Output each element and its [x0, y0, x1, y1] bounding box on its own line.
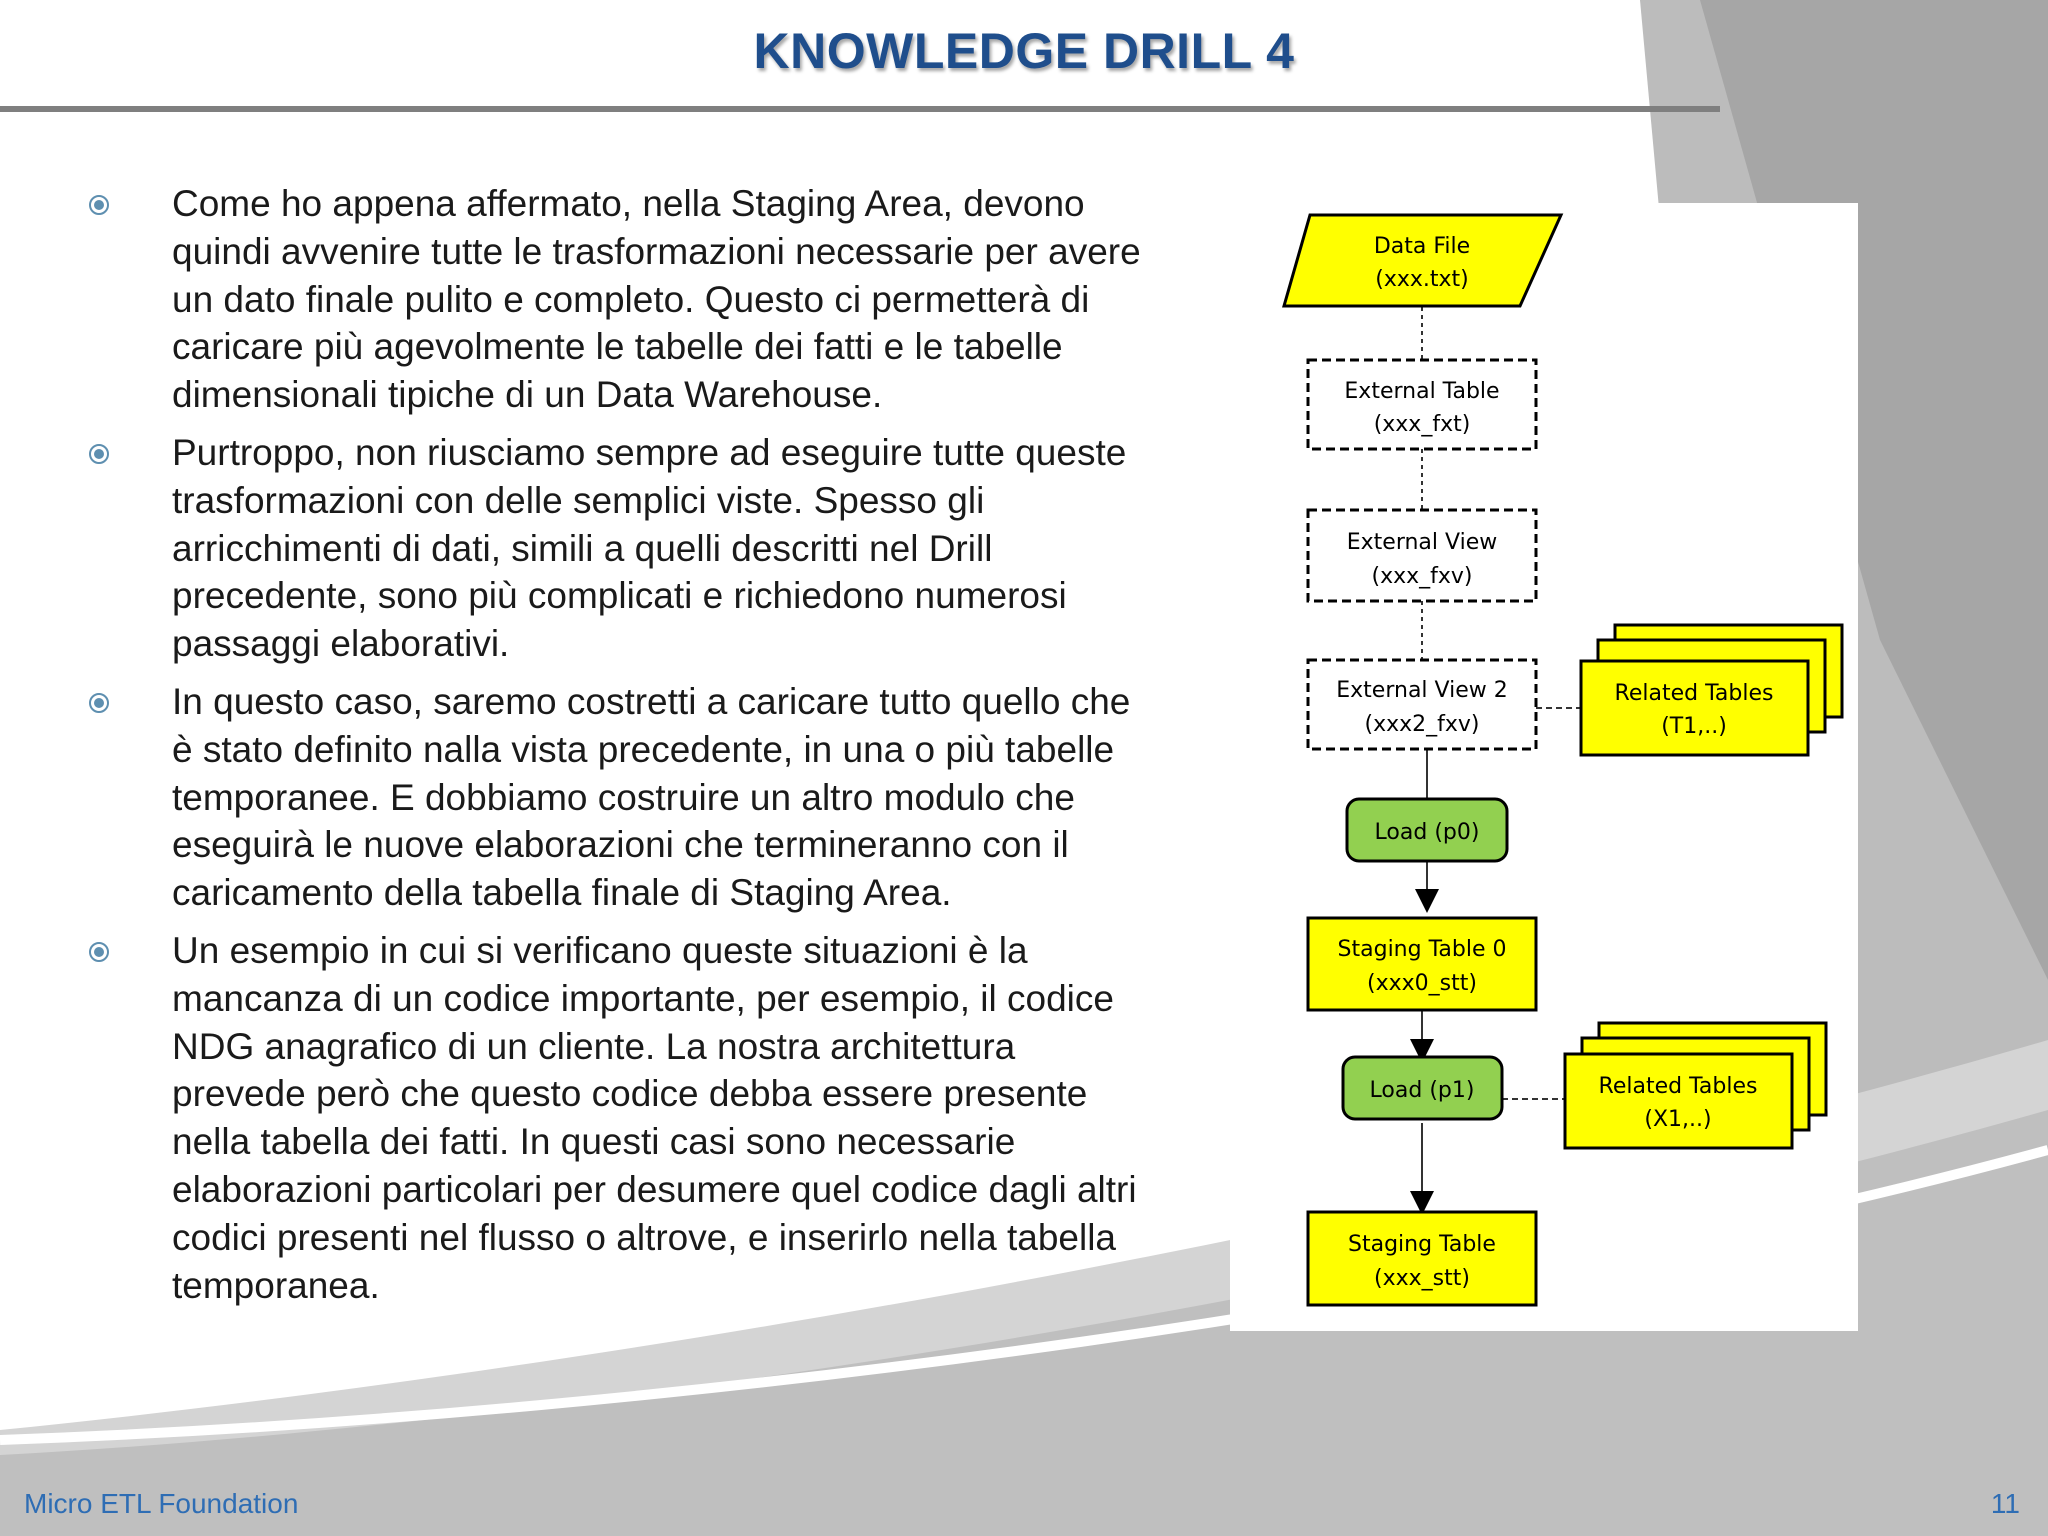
bullet-text: Purtroppo, non riusciamo sempre ad eseguire tutte queste trasformazioni con delle semplici viste. Spesso gli arricchimenti di dati, simili a quelli descritti nel Drill precedente, sono più complicati e richiedono numerosi passaggi elaborativi.	[172, 431, 1127, 665]
staging-table-0-sublabel: (xxx0_stt)	[1367, 971, 1477, 996]
load-p1-label: Load (p1)	[1369, 1078, 1475, 1103]
circle-bullet-icon	[88, 443, 110, 465]
bullet-item	[80, 429, 1150, 668]
external-table-node	[1308, 360, 1536, 449]
load-p0-label: Load (p0)	[1374, 820, 1480, 845]
external-view-2-node	[1308, 660, 1536, 749]
related-tables-x1-label: Related Tables	[1598, 1074, 1758, 1099]
load-p1-node	[1343, 1057, 1502, 1119]
staging-table-sublabel: (xxx_stt)	[1374, 1266, 1470, 1291]
external-table-sublabel: (xxx_fxt)	[1373, 412, 1471, 437]
bullet-text: Come ho appena affermato, nella Staging Area, devono quindi avvenire tutte le trasformazioni necessarie per avere un dato finale pulito e completo. Questo ci permetterà di caricare più agevolmente le tabelle dei fatti e le tabelle dimensionali tipiche di un Data Warehouse.	[172, 183, 1141, 416]
circle-bullet-icon	[88, 941, 110, 963]
related-tables-t1-node	[1581, 625, 1842, 755]
circle-bullet-icon	[88, 692, 110, 714]
bullet-list	[80, 180, 1150, 1319]
external-table-label: External Table	[1344, 379, 1500, 404]
load-p0-node	[1347, 799, 1507, 861]
data-file-node	[1284, 215, 1561, 306]
staging-table-0-label: Staging Table 0	[1337, 937, 1507, 962]
related-tables-x1-node	[1565, 1023, 1826, 1148]
bullet-text: In questo caso, saremo costretti a caricare tutto quello che è stato definito nalla vista precedente, in una o più tabelle temporanee. E dobbiamo costruire un altro modulo che eseguirà le nuove elaborazioni che termineranno con il caricamento della tabella finale di Staging Area.	[172, 680, 1131, 914]
data-file-label: Data File	[1373, 234, 1471, 259]
external-view-sublabel: (xxx_fxv)	[1371, 564, 1473, 589]
related-tables-x1-sublabel: (X1,..)	[1644, 1107, 1712, 1132]
slide-title: KNOWLEDGE DRILL 4	[753, 23, 1295, 79]
external-view-2-label: External View 2	[1336, 678, 1508, 703]
staging-table-0-node	[1308, 918, 1536, 1010]
external-view-label: External View	[1346, 530, 1498, 555]
related-tables-t1-label: Related Tables	[1614, 681, 1774, 706]
related-tables-t1-sublabel: (T1,..)	[1661, 714, 1727, 739]
etl-flow-diagram	[1230, 203, 1858, 1331]
bullet-text: Un esempio in cui si verificano queste situazioni è la mancanza di un codice importante, per esempio, il codice NDG anagrafico di un cliente. La nostra architettura prevede però che questo codice debba essere presente nella tabella dei fatti. In questi casi sono necessarie elaborazioni particolari per desumere quel codice dagli altri codici presenti nel flusso o altrove, e inserirlo nella tabella temporanea.	[172, 929, 1137, 1306]
flow-diagram-svg	[1230, 203, 1858, 1331]
circle-bullet-icon	[88, 194, 110, 216]
staging-table-label: Staging Table	[1348, 1232, 1496, 1257]
staging-table-node	[1308, 1212, 1536, 1305]
external-view-node	[1308, 510, 1536, 601]
bullet-item	[80, 180, 1150, 419]
external-view-2-sublabel: (xxx2_fxv)	[1364, 712, 1480, 737]
page-number: 11	[1990, 1488, 2020, 1519]
bullet-item	[80, 678, 1150, 917]
title-divider	[0, 106, 1720, 112]
footer-organization: Micro ETL Foundation	[24, 1488, 299, 1519]
data-file-sublabel: (xxx.txt)	[1375, 267, 1469, 292]
bullet-item	[80, 927, 1150, 1309]
